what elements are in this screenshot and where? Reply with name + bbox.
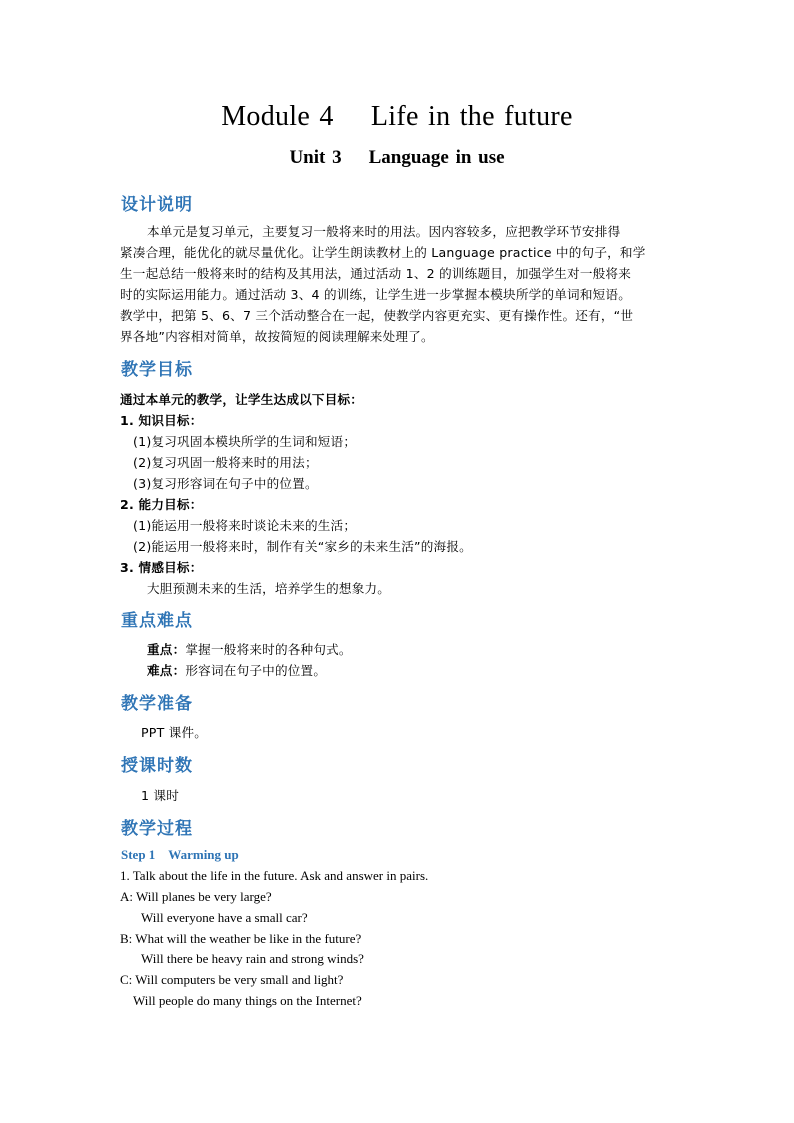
process-line-3: Will everyone have a small car?: [141, 910, 308, 925]
document-title: Module 4 Life in the future: [221, 101, 573, 132]
process-line-4: B: What will the weather be like in the future?: [120, 931, 362, 946]
design-line-2: 紧凑合理，能优化的就尽量优化。让学生朗读教材上的 Language practice 中的句子，和学: [120, 245, 646, 260]
section-heading-process: 教学过程: [121, 819, 193, 839]
objectives-intro: 通过本单元的教学，让学生达成以下目标：: [120, 392, 364, 407]
section-heading-preparation: 教学准备: [121, 694, 193, 714]
knowledge-goal-item-1: (1)复习巩固本模块所学的生词和短语；: [133, 434, 357, 449]
design-line-5: 教学中，把第 5、6、7 三个活动整合在一起，使教学内容更充实、更有操作性。还有，“世: [120, 308, 634, 323]
design-line-6: 界各地”内容相对简单，故按简短的阅读理解来处理了。: [120, 329, 434, 344]
design-line-3: 生一起总结一般将来时的结构及其用法，通过活动 1、2 的训练题目，加强学生对一般将来: [120, 266, 631, 281]
process-line-5: Will there be heavy rain and strong winds?: [141, 951, 364, 966]
knowledge-goal-title: 1. 知识目标：: [120, 413, 203, 428]
difficulty-label: 难点：: [147, 663, 186, 678]
difficulty-row: [147, 660, 326, 679]
hours-text: 1 课时: [141, 788, 180, 803]
key-point-text: 掌握一般将来时的各种句式。: [185, 642, 352, 657]
ability-goal-title: 2. 能力目标：: [120, 497, 203, 512]
emotion-goal-text: 大胆预测未来的生活，培养学生的想象力。: [147, 581, 391, 596]
section-heading-key-points: 重点难点: [121, 611, 193, 631]
design-line-1: 本单元是复习单元，主要复习一般将来时的用法。因内容较多，应把教学环节安排得: [147, 224, 621, 239]
key-point-label: 重点：: [147, 642, 186, 657]
step-1-heading: Step 1 Warming up: [121, 847, 239, 862]
process-line-6: C: Will computers be very small and light?: [120, 972, 344, 987]
process-line-1: 1. Talk about the life in the future. Ask and answer in pairs.: [120, 868, 429, 883]
key-point-row: [147, 639, 352, 658]
ability-goal-item-1: (1)能运用一般将来时谈论未来的生活；: [133, 518, 357, 533]
ability-goal-item-2: (2)能运用一般将来时，制作有关“家乡的未来生活”的海报。: [133, 539, 472, 554]
emotion-goal-title: 3. 情感目标：: [120, 560, 203, 575]
process-line-2: A: Will planes be very large?: [120, 889, 272, 904]
section-heading-objectives: 教学目标: [121, 360, 193, 380]
preparation-text: PPT 课件。: [141, 725, 208, 740]
process-line-7: Will people do many things on the Internet?: [133, 993, 362, 1008]
section-heading-hours: 授课时数: [121, 756, 193, 776]
section-heading-design: 设计说明: [121, 195, 193, 215]
document-subtitle: Unit 3 Language in use: [289, 147, 505, 168]
difficulty-text: 形容词在句子中的位置。: [185, 663, 327, 678]
knowledge-goal-item-3: (3)复习形容词在句子中的位置。: [133, 476, 318, 491]
design-line-4: 时的实际运用能力。通过活动 3、4 的训练，让学生进一步掌握本模块所学的单词和短语。: [120, 287, 631, 302]
knowledge-goal-item-2: (2)复习巩固一般将来时的用法；: [133, 455, 318, 470]
